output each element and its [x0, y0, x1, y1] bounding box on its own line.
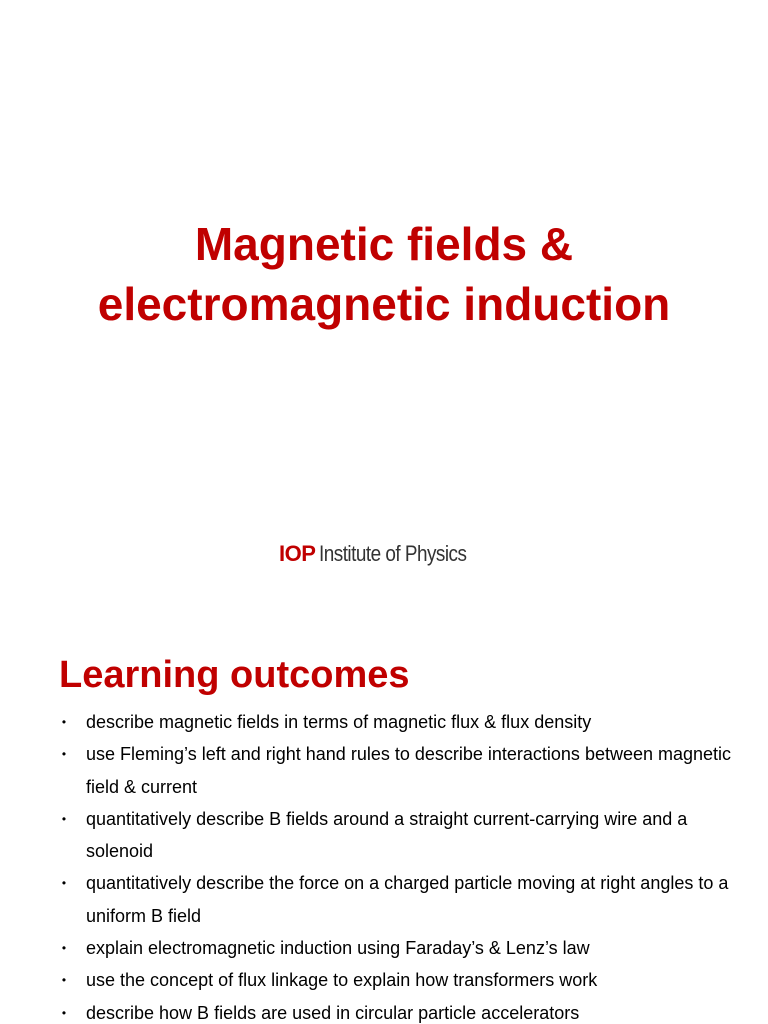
bullet-icon: •	[61, 941, 67, 956]
list-item-text: quantitatively describe B fields around a straight current-carrying wire and a solenoid	[86, 808, 688, 862]
list-item-text: quantitatively describe the force on a charged particle moving at right angles to a uniform B field	[86, 873, 729, 926]
logo-mark: IOP	[279, 541, 316, 566]
slide-title-line-1: Magnetic fields &	[194, 218, 574, 270]
list-item-text: use Fleming’s left and right hand rules to describe interactions between magnetic field & current	[86, 744, 732, 797]
slide-title-line-2: electromagnetic induction	[97, 278, 671, 330]
list-item-text: use the concept of flux linkage to explain how transformers work	[86, 970, 598, 991]
list-item	[58, 803, 738, 868]
bullet-icon: •	[61, 715, 67, 729]
list-item-text: explain electromagnetic induction using Faraday’s & Lenz’s law	[86, 938, 590, 959]
list-item	[58, 932, 738, 964]
iop-logo	[279, 539, 491, 569]
logo-text: Institute of Physics	[319, 541, 467, 566]
bullet-icon: •	[61, 747, 67, 762]
list-item-text: describe how B fields are used in circular particle accelerators	[86, 1002, 580, 1023]
bullet-icon: •	[61, 973, 67, 988]
list-item	[58, 867, 738, 932]
list-item-text: describe magnetic fields in terms of magnetic flux & flux density	[86, 712, 592, 732]
slide-title	[0, 214, 768, 334]
list-item	[58, 997, 738, 1024]
list-item	[58, 738, 738, 803]
bullet-icon: •	[61, 876, 67, 891]
bullet-icon: •	[61, 1005, 67, 1020]
list-item	[58, 706, 738, 738]
learning-outcomes-list	[58, 706, 738, 1024]
bullet-icon: •	[61, 811, 67, 826]
list-item	[58, 964, 738, 996]
learning-outcomes-heading: Learning outcomes	[59, 654, 410, 696]
